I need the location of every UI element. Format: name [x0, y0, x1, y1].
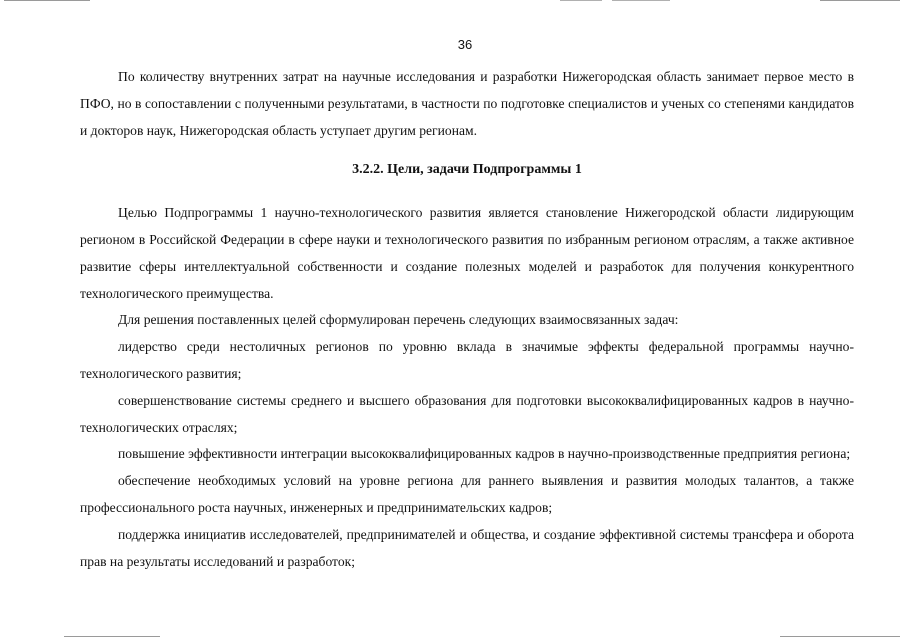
scan-artifact-bottom-right: [780, 636, 900, 637]
task-item: поддержка инициатив исследователей, предпринимателей и общества, и создание эффективной системы трансфера и оборота прав на результаты исследований и разработок;: [80, 526, 854, 569]
paragraph-goal: Целью Подпрограммы 1 научно-технологического развития является становление Нижегородской области лидирующим регионом в Российской Федерации в сфере науки и технологического развития по избранным регионом отраслям, а также активное развитие сферы интеллектуальной собственности и создание полезных моделей и разработок для получения конкурентного технологического преимущества.: [80, 205, 854, 301]
scan-artifact-top-mid: [560, 0, 602, 1]
task-item: повышение эффективности интеграции высококвалифицированных кадров в научно-производственные предприятия региона;: [118, 446, 851, 462]
scan-artifact-top-mid-2: [612, 0, 670, 1]
scan-artifact-top-left: [4, 0, 90, 1]
page-number: 36: [457, 37, 473, 52]
task-item: совершенствование системы среднего и высшего образования для подготовки высококвалифицированных кадров в научно-технологических отраслях;: [80, 392, 854, 435]
section-heading: 3.2.2. Цели, задачи Подпрограммы 1: [352, 162, 582, 178]
paragraph-tasks-intro: Для решения поставленных целей сформулирован перечень следующих взаимосвязанных задач:: [118, 312, 679, 328]
scan-artifact-bottom-left: [64, 636, 160, 637]
task-item: лидерство среди нестоличных регионов по уровню вклада в значимые эффекты федеральной программы научно-технологического развития;: [80, 339, 854, 381]
body-text: [80, 64, 854, 575]
paragraph-internal-costs: По количеству внутренних затрат на научные исследования и разработки Нижегородская область занимает первое место в ПФО, но в сопоставлении с полученными результатами, в частности по подготовке специалистов и ученых со степенями кандидатов и докторов наук, Нижегородская область уступает другим регионам.: [80, 69, 854, 138]
scan-artifact-top-right: [820, 0, 900, 1]
task-item: обеспечение необходимых условий на уровне региона для раннего выявления и развития молодых талантов, а также профессионального роста научных, инженерных и предпринимательских кадров;: [80, 473, 854, 515]
